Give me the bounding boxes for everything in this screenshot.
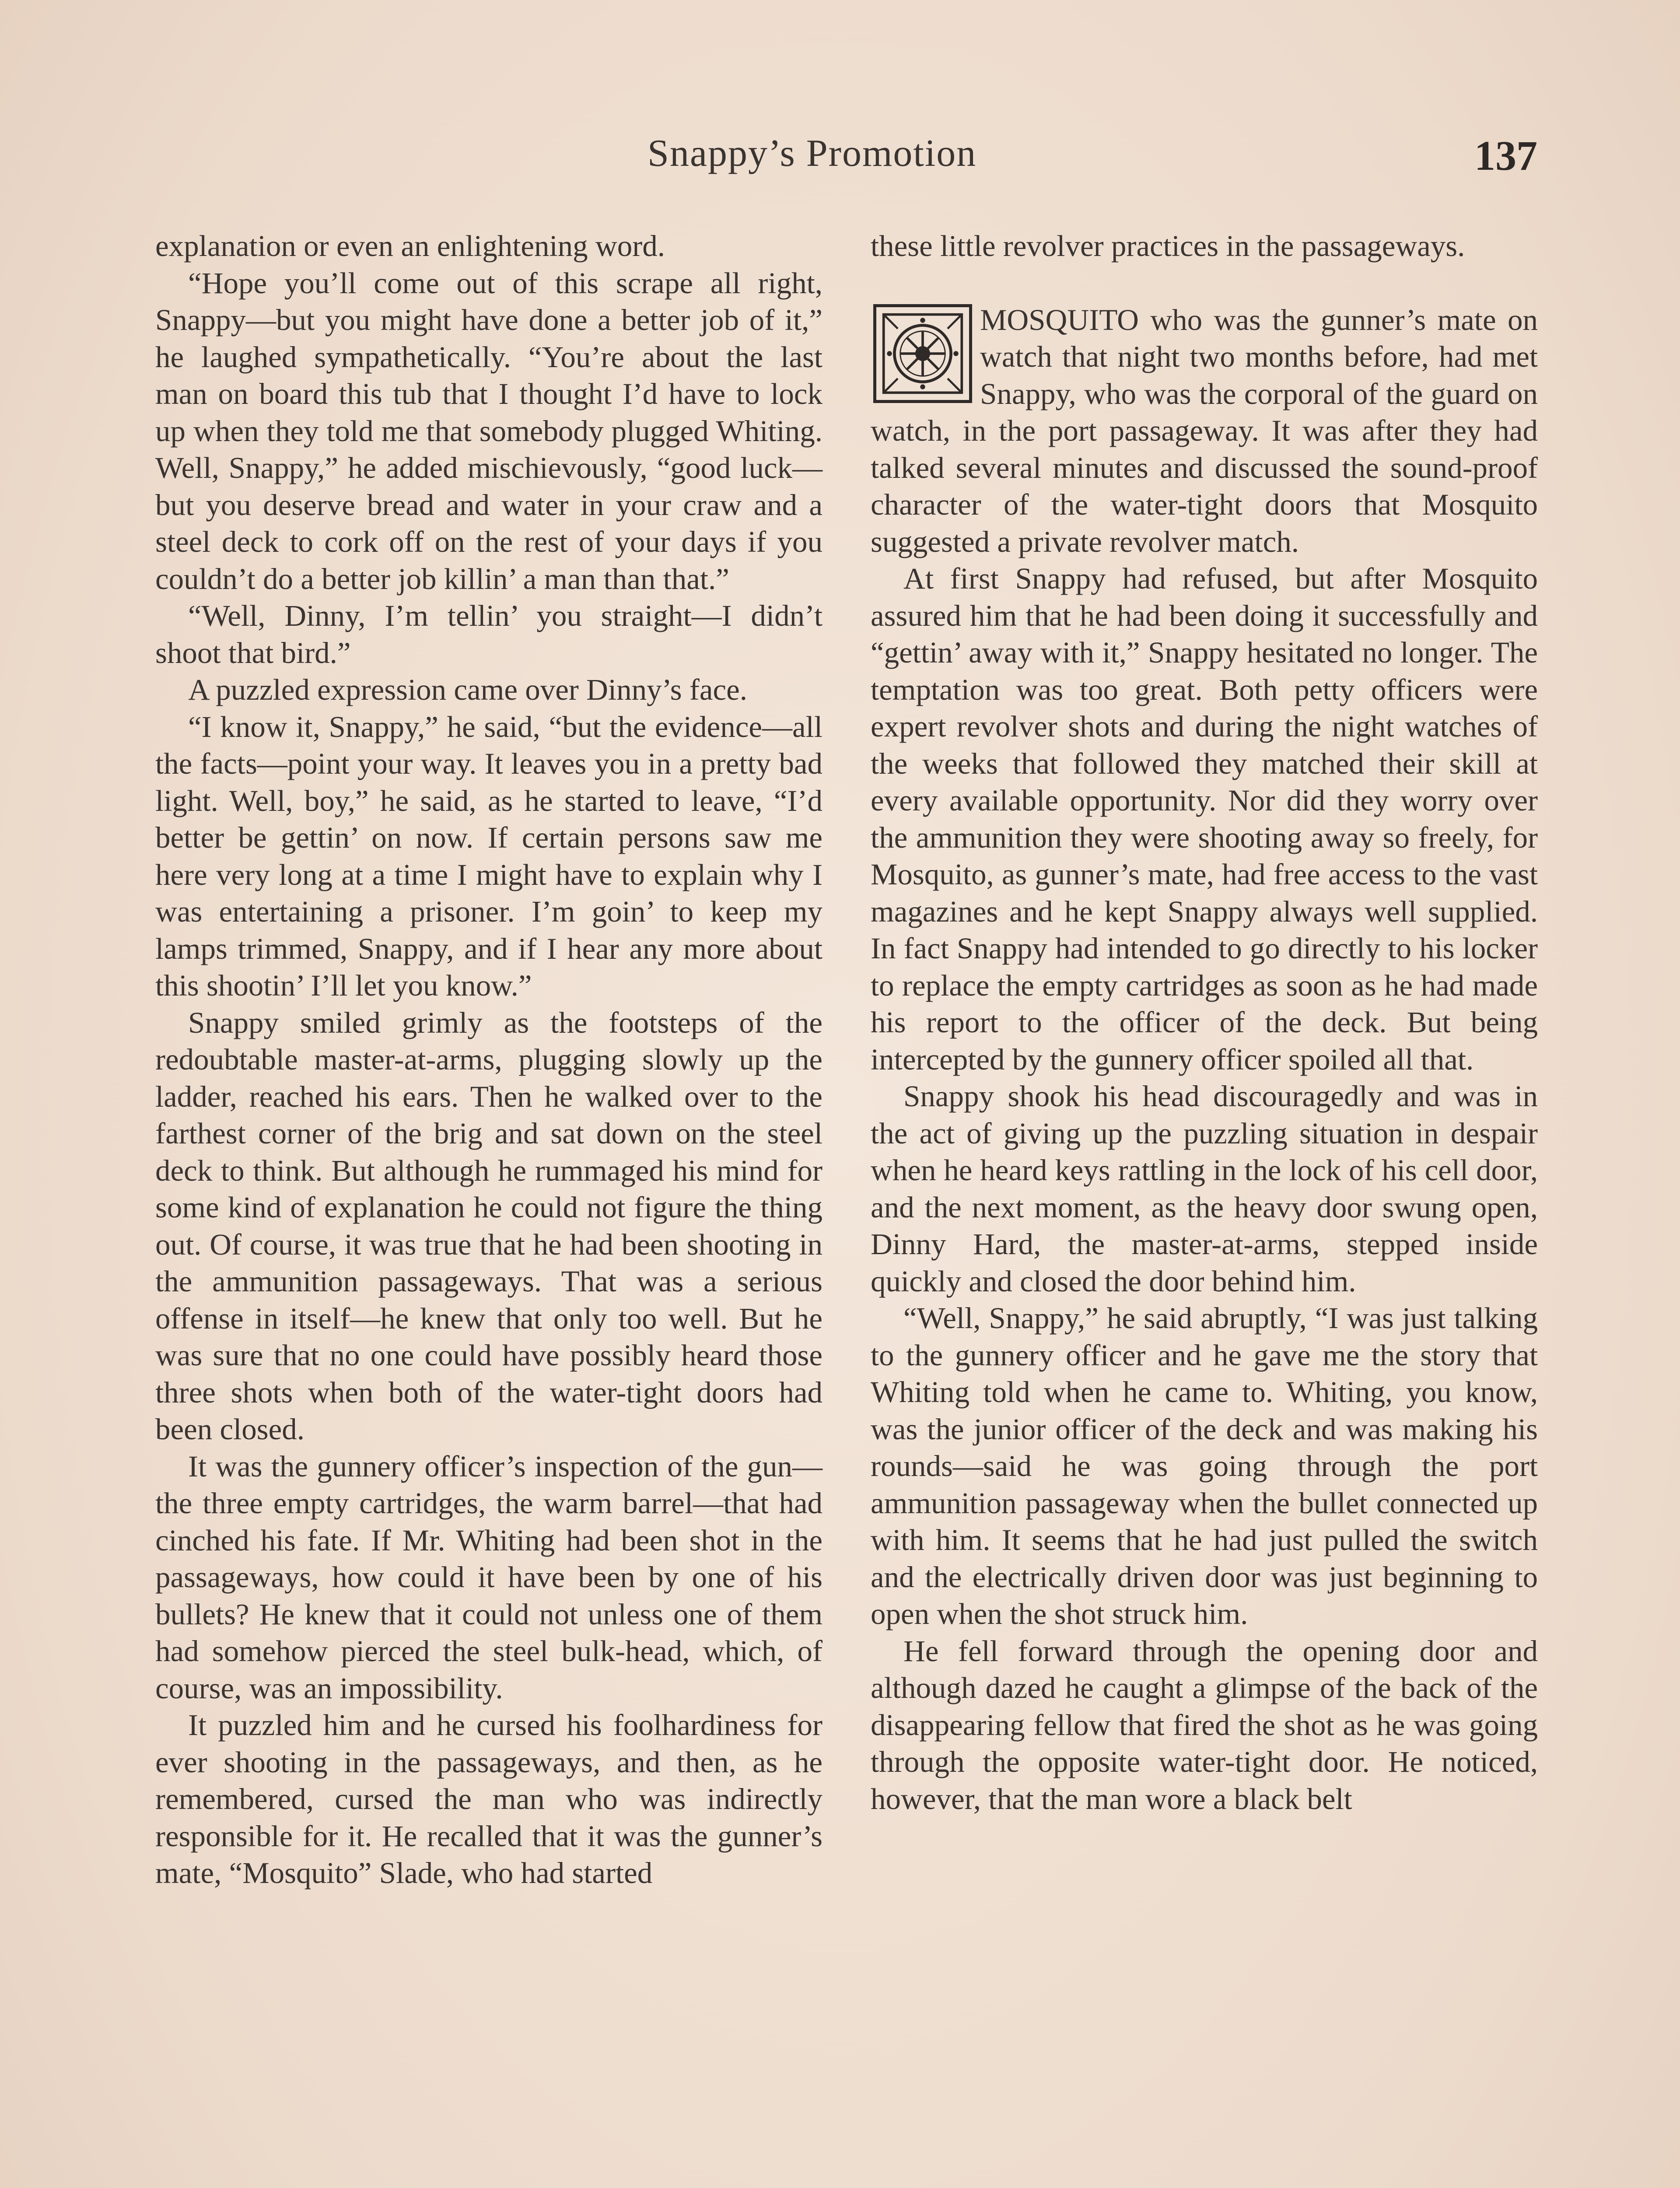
paragraph-text: MOSQUITO who was the gunner’s mate on watch that night two months before, had met Snappy, who was the corporal of the guard on watch, in the port passageway. It was after they had talked several minutes and discussed the sound-proof character of the water-tight doors that Mosquito suggested a private revolver match. [871,303,1538,558]
paragraph: explanation or even an enlightening word. [155,229,665,263]
paragraph: “I know it, Snappy,” he said, “but the evidence—all the facts—point your way. It leaves you in a pretty bad light. Well, boy,” he said, as he started to leave, “I’d better be gettin’ on now. If certain persons saw me here very long at a time I might have to explain why I was entertaining a prisoner. I’m goin’ to keep my lamps trimmed, Snappy, and if I hear any more about this shootin’ I’ll let you know.” [155,710,822,1002]
right-column [871,228,1538,1817]
running-head [0,131,1680,184]
dropcap-paragraph [871,302,1538,561]
paragraph: “Well, Dinny, I’m tellin’ you straight—I didn’t shoot that bird.” [155,599,822,670]
paragraph: Snappy shook his head discouragedly and was in the act of giving up the puzzling situation in despair when he heard keys rattling in the lock of his cell door, and the next moment, as the heavy door swung open, Dinny Hard, the master-at-arms, stepped inside quickly and closed the door behind him. [871,1080,1538,1298]
paragraph: A puzzled expression came over Dinny’s face. [188,673,747,706]
left-column [155,228,822,1892]
paragraph: “Hope you’ll come out of this scrape all right, Snappy—but you might have done a better job of it,” he laughed sympathetically. “You’re about the last man on board this tub that I thought I’d have to lock up when they told me that somebody plugged Whiting. Well, Snappy,” he added mischievously, “good luck—but you deserve bread and water in your craw and a steel deck to cork off on the rest of your days if you couldn’t do a better job killin’ a man than that.” [155,266,822,596]
paragraph: these little revolver practices in the passageways. [871,229,1465,263]
paragraph: It was the gunnery officer’s inspection of the gun—the three empty cartridges, the warm barrel—that had cinched his fate. If Mr. Whiting had been shot in the passageways, how could it have been by one of his bullets? He knew that it could not unless one of them had somehow pierced the steel bulk-head, which, of course, was an impossibility. [155,1449,822,1705]
paragraph: Snappy smiled grimly as the footsteps of the redoubtable master-at-arms, plugging slowly up the ladder, reached his ears. Then he walked over to the farthest corner of the brig and sat down on the steel deck to think. But although he rummaged his mind for some kind of explanation he could not figure the thing out. Of course, it was true that he had been shooting in the ammunition passageways. That was a serious offense in itself—he knew that only too well. But he was sure that no one could have possibly heard those three shots when both of the water-tight doors had been closed. [155,1006,822,1446]
paragraph: At first Snappy had refused, but after Mosquito assured him that he had been doing it successfully and “gettin’ away with it,” Snappy hesitated no longer. The temptation was too great. Both petty officers were expert revolver shots and during the night watches of the weeks that followed they matched their skill at every available opportunity. Nor did they worry over the ammunition they were shooting away so freely, for Mosquito, as gunner’s mate, had free access to the vast magazines and he kept Snappy always well supplied. In fact Snappy had intended to go directly to his locker to replace the empty cartridges as soon as he had made his report to the officer of the deck. But being intercepted by the gunnery officer spoiled all that. [871,562,1538,1076]
paragraph: He fell forward through the opening door and although dazed he caught a glimpse of the back of the disappearing fellow that fired the shot as he was going through the opposite water-tight door. He noticed, however, that the man wore a black belt [871,1634,1538,1816]
page-number: 137 [1474,132,1537,179]
running-title: Snappy’s Promotion [648,132,977,175]
paragraph: “Well, Snappy,” he said abruptly, “I was just talking to the gunnery officer and he gave me the story that Whiting told when he came to. Whiting, you know, was the junior officer of the deck and was making his rounds—said he was going through the port ammunition passageway when the bullet connected up with him. It seems that he had just pulled the switch and the electrically driven door was just beginning to open when the shot struck him. [871,1301,1538,1630]
paragraph: It puzzled him and he cursed his foolhardiness for ever shooting in the passageways, and then, as he remembered, cursed the man who was indirectly responsible for it. He recalled that it was the gunner’s mate, “Mosquito” Slade, who had started [155,1708,822,1890]
ornamental-drop-cap-icon [873,304,972,403]
